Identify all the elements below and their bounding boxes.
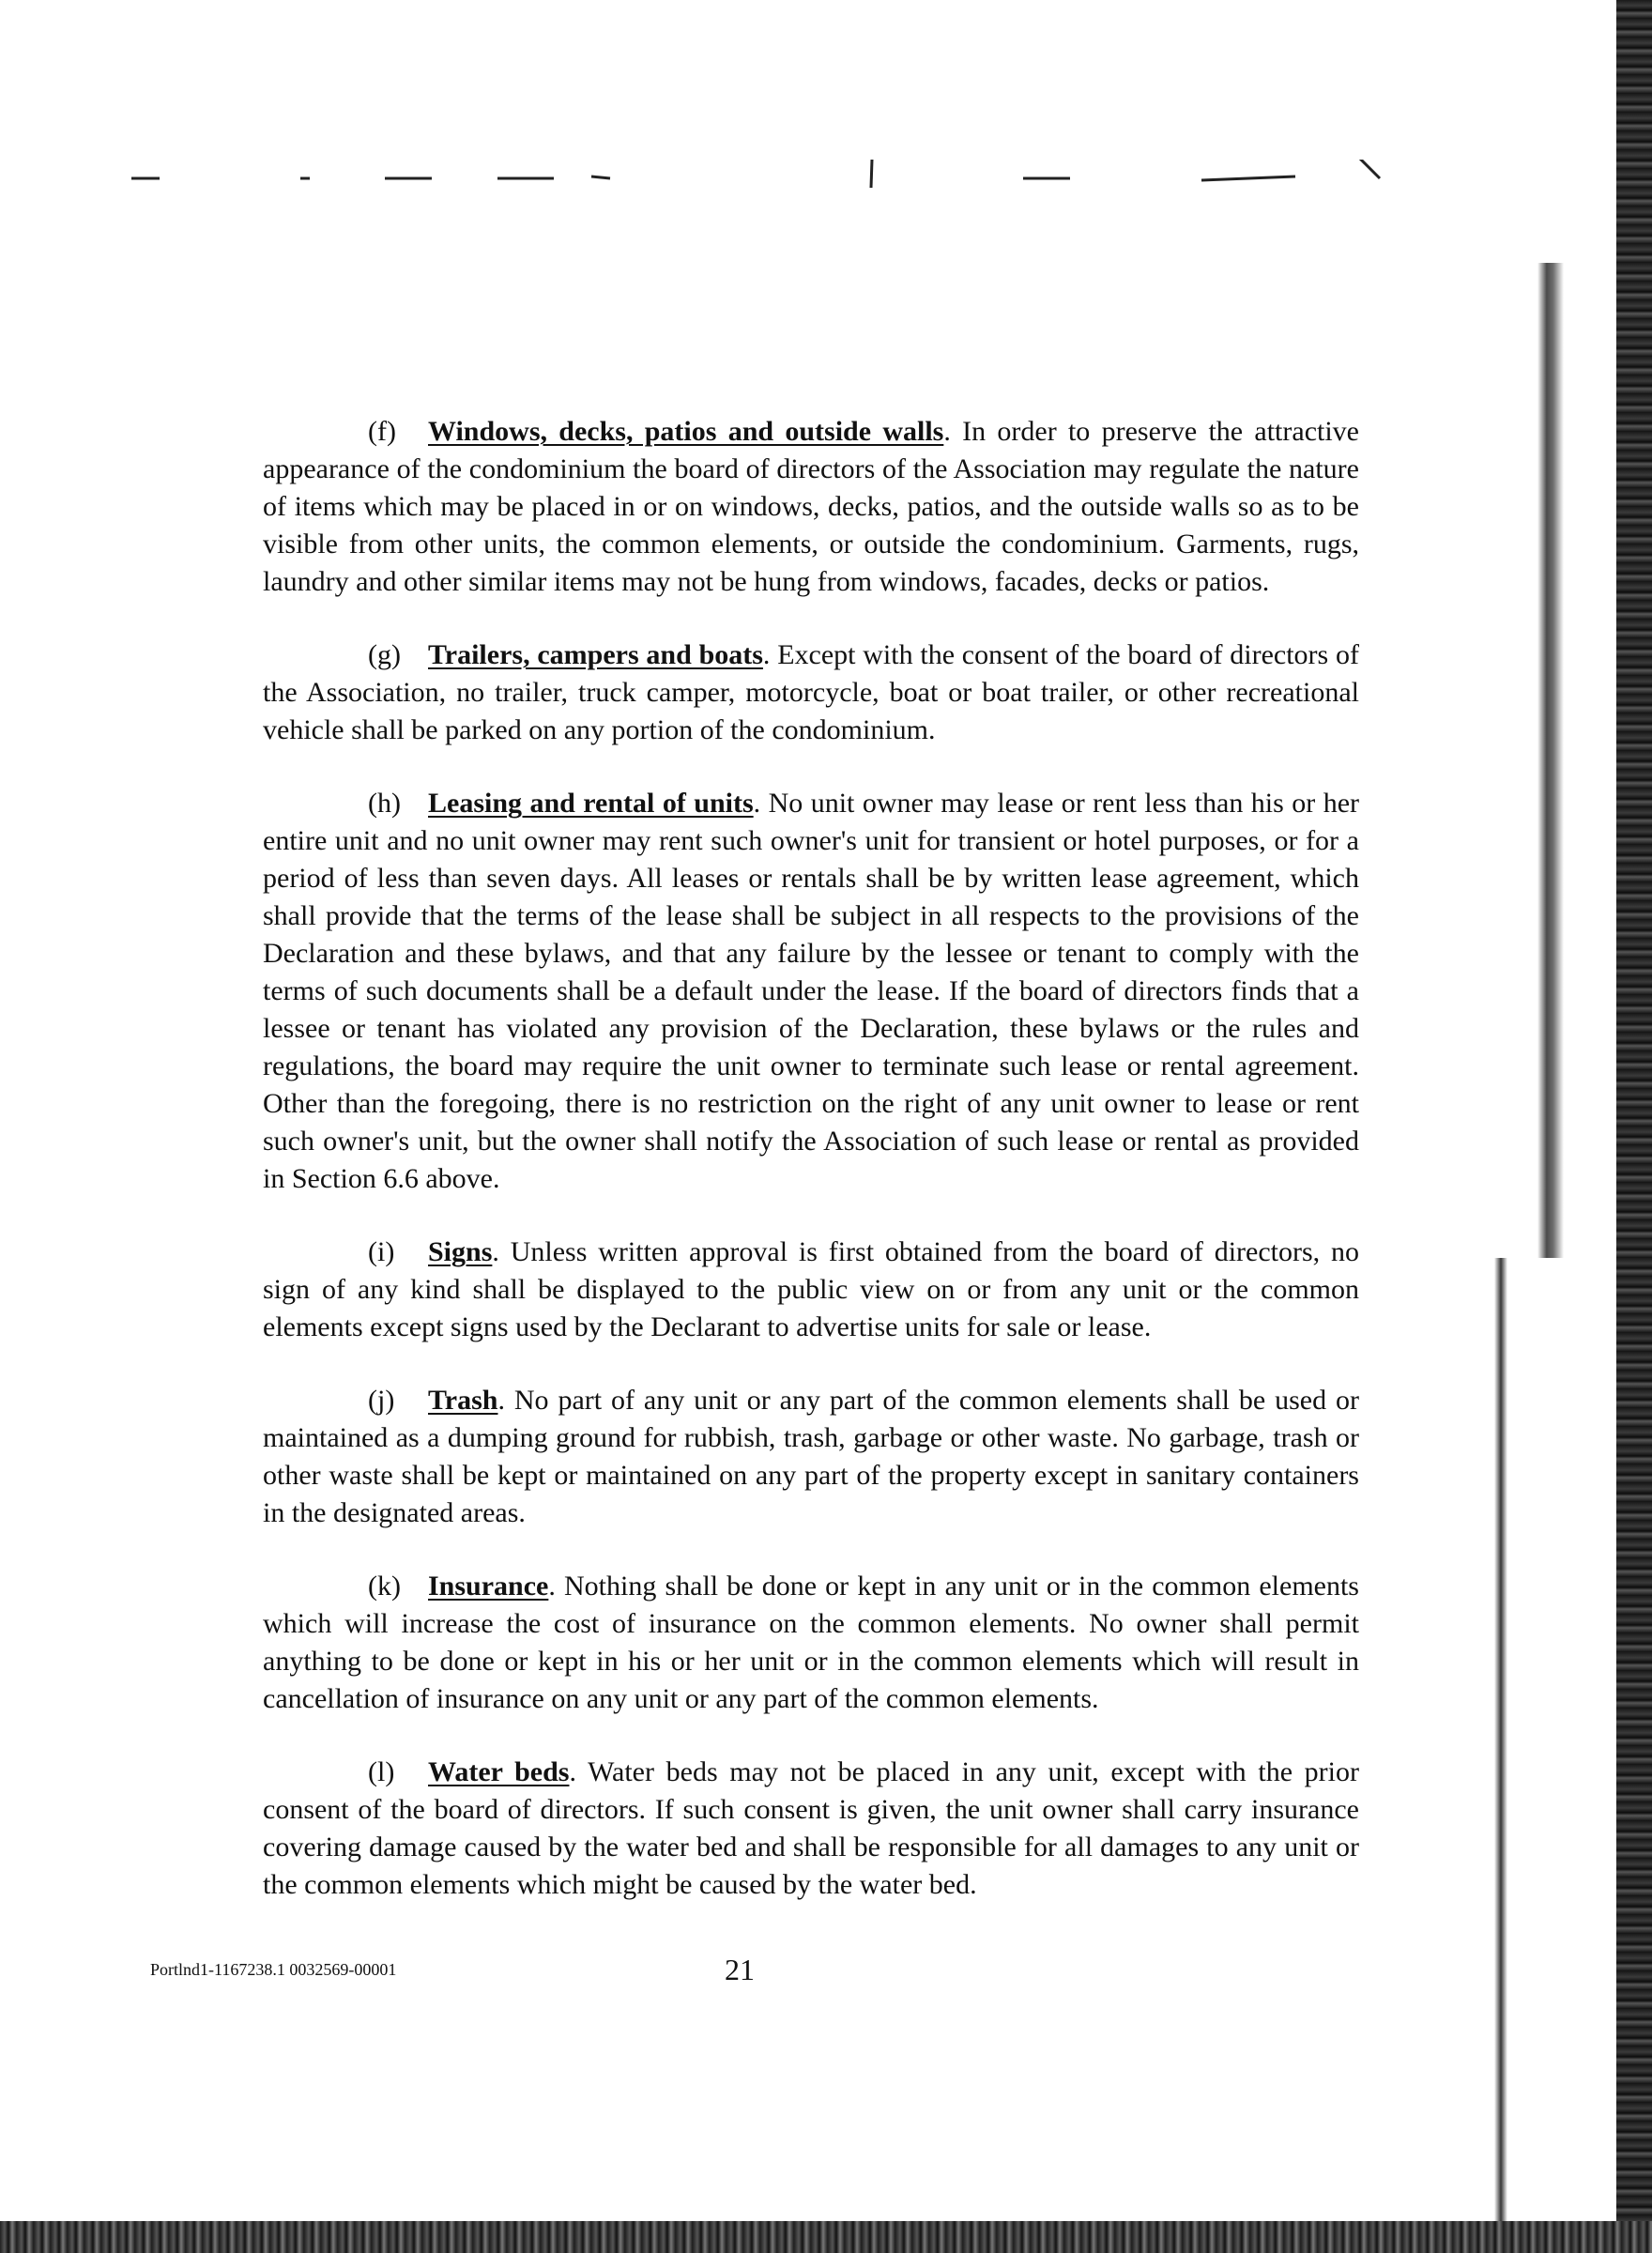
section-f xyxy=(263,413,1359,601)
section-body: . Nothing shall be done or kept in any unit or in the common elements which will increase the cost of insurance on the common elements. No owner shall permit anything to be done or kept in his or her unit or in the common elements which will result in cancellation of insurance on any unit or any part of the common elements. xyxy=(263,1571,1359,1714)
page-footer xyxy=(150,1953,1352,1990)
section-label: (h) xyxy=(368,788,401,819)
section-label: (j) xyxy=(368,1385,395,1416)
section-k xyxy=(263,1568,1359,1718)
scan-edge-right xyxy=(1616,0,1652,2253)
section-heading: Signs xyxy=(428,1236,493,1267)
section-body: . Unless written approval is first obtained from the board of directors, no sign of any kind shall be displayed to the public view on or from any unit or the common elements except signs used by the Declarant to advertise units for sale or lease. xyxy=(263,1236,1359,1342)
document-body xyxy=(263,413,1359,1939)
section-body: . No unit owner may lease or rent less than his or her entire unit and no unit owner may rent such owner's unit for transient or hotel purposes, or for a period of less than seven days. All leases or rentals shall be by written lease agreement, which shall provide that the terms of the lease shall be subject in all respects to the provisions of the Declaration and these bylaws, and that any failure by the lessee or tenant to comply with the terms of such documents shall be a default under the lease. If the board of directors finds that a lessee or tenant has violated any provision of the Declaration, these bylaws or the rules and regulations, the board may require the unit owner to terminate such lease or rental agreement. Other than the foregoing, there is no restriction on the right of any unit owner to lease or rent such owner's unit, but the owner shall notify the Association of such lease or rental as provided in Section 6.6 above. xyxy=(263,788,1359,1194)
section-h xyxy=(263,785,1359,1198)
section-heading: Water beds xyxy=(428,1756,570,1787)
section-heading: Leasing and rental of units xyxy=(428,788,754,819)
section-body: . Water beds may not be placed in any unit, except with the prior consent of the board of directors. If such consent is given, the unit owner shall carry insurance covering damage caused by the water bed and shall be responsible for all damages to any unit or the common elements which might be caused by the water bed. xyxy=(263,1756,1359,1900)
page-number: 21 xyxy=(725,1953,755,1986)
section-heading: Windows, decks, patios and outside walls xyxy=(428,416,944,447)
section-heading: Trailers, campers and boats xyxy=(428,639,763,670)
section-i xyxy=(263,1234,1359,1346)
scan-streak xyxy=(1537,263,1564,1258)
scan-streak-lower xyxy=(1494,1258,1507,2253)
section-l xyxy=(263,1754,1359,1904)
section-body: . Except with the consent of the board of directors of the Association, no trailer, truck camper, motorcycle, boat or boat trailer, or other recreational vehicle shall be parked on any portion of the condominium. xyxy=(263,639,1359,745)
section-heading: Insurance xyxy=(428,1571,549,1602)
section-heading: Trash xyxy=(428,1385,498,1416)
section-g xyxy=(263,636,1359,749)
section-j xyxy=(263,1382,1359,1532)
section-label: (l) xyxy=(368,1756,395,1787)
section-body: . No part of any unit or any part of the common elements shall be used or maintained as a dumping ground for rubbish, trash, garbage or other waste. No garbage, trash or other waste shall be kept or maintained on any part of the property except in sanitary containers in the designated areas. xyxy=(263,1385,1359,1528)
section-label: (g) xyxy=(368,639,401,670)
section-body: . In order to preserve the attractive appearance of the condominium the board of directors of the Association may regulate the nature of items which may be placed in or on windows, decks, patios, and the outside walls so as to be visible from other units, the common elements, or outside the condominium. Garments, rugs, laundry and other similar items may not be hung from windows, facades, decks or patios. xyxy=(263,416,1359,597)
document-id: Portlnd1-1167238.1 0032569-00001 xyxy=(150,1960,397,1979)
section-label: (f) xyxy=(368,416,396,447)
section-label: (k) xyxy=(368,1571,401,1602)
scan-edge-bottom xyxy=(0,2221,1652,2253)
section-label: (i) xyxy=(368,1236,395,1267)
scan-noise xyxy=(122,160,1436,197)
